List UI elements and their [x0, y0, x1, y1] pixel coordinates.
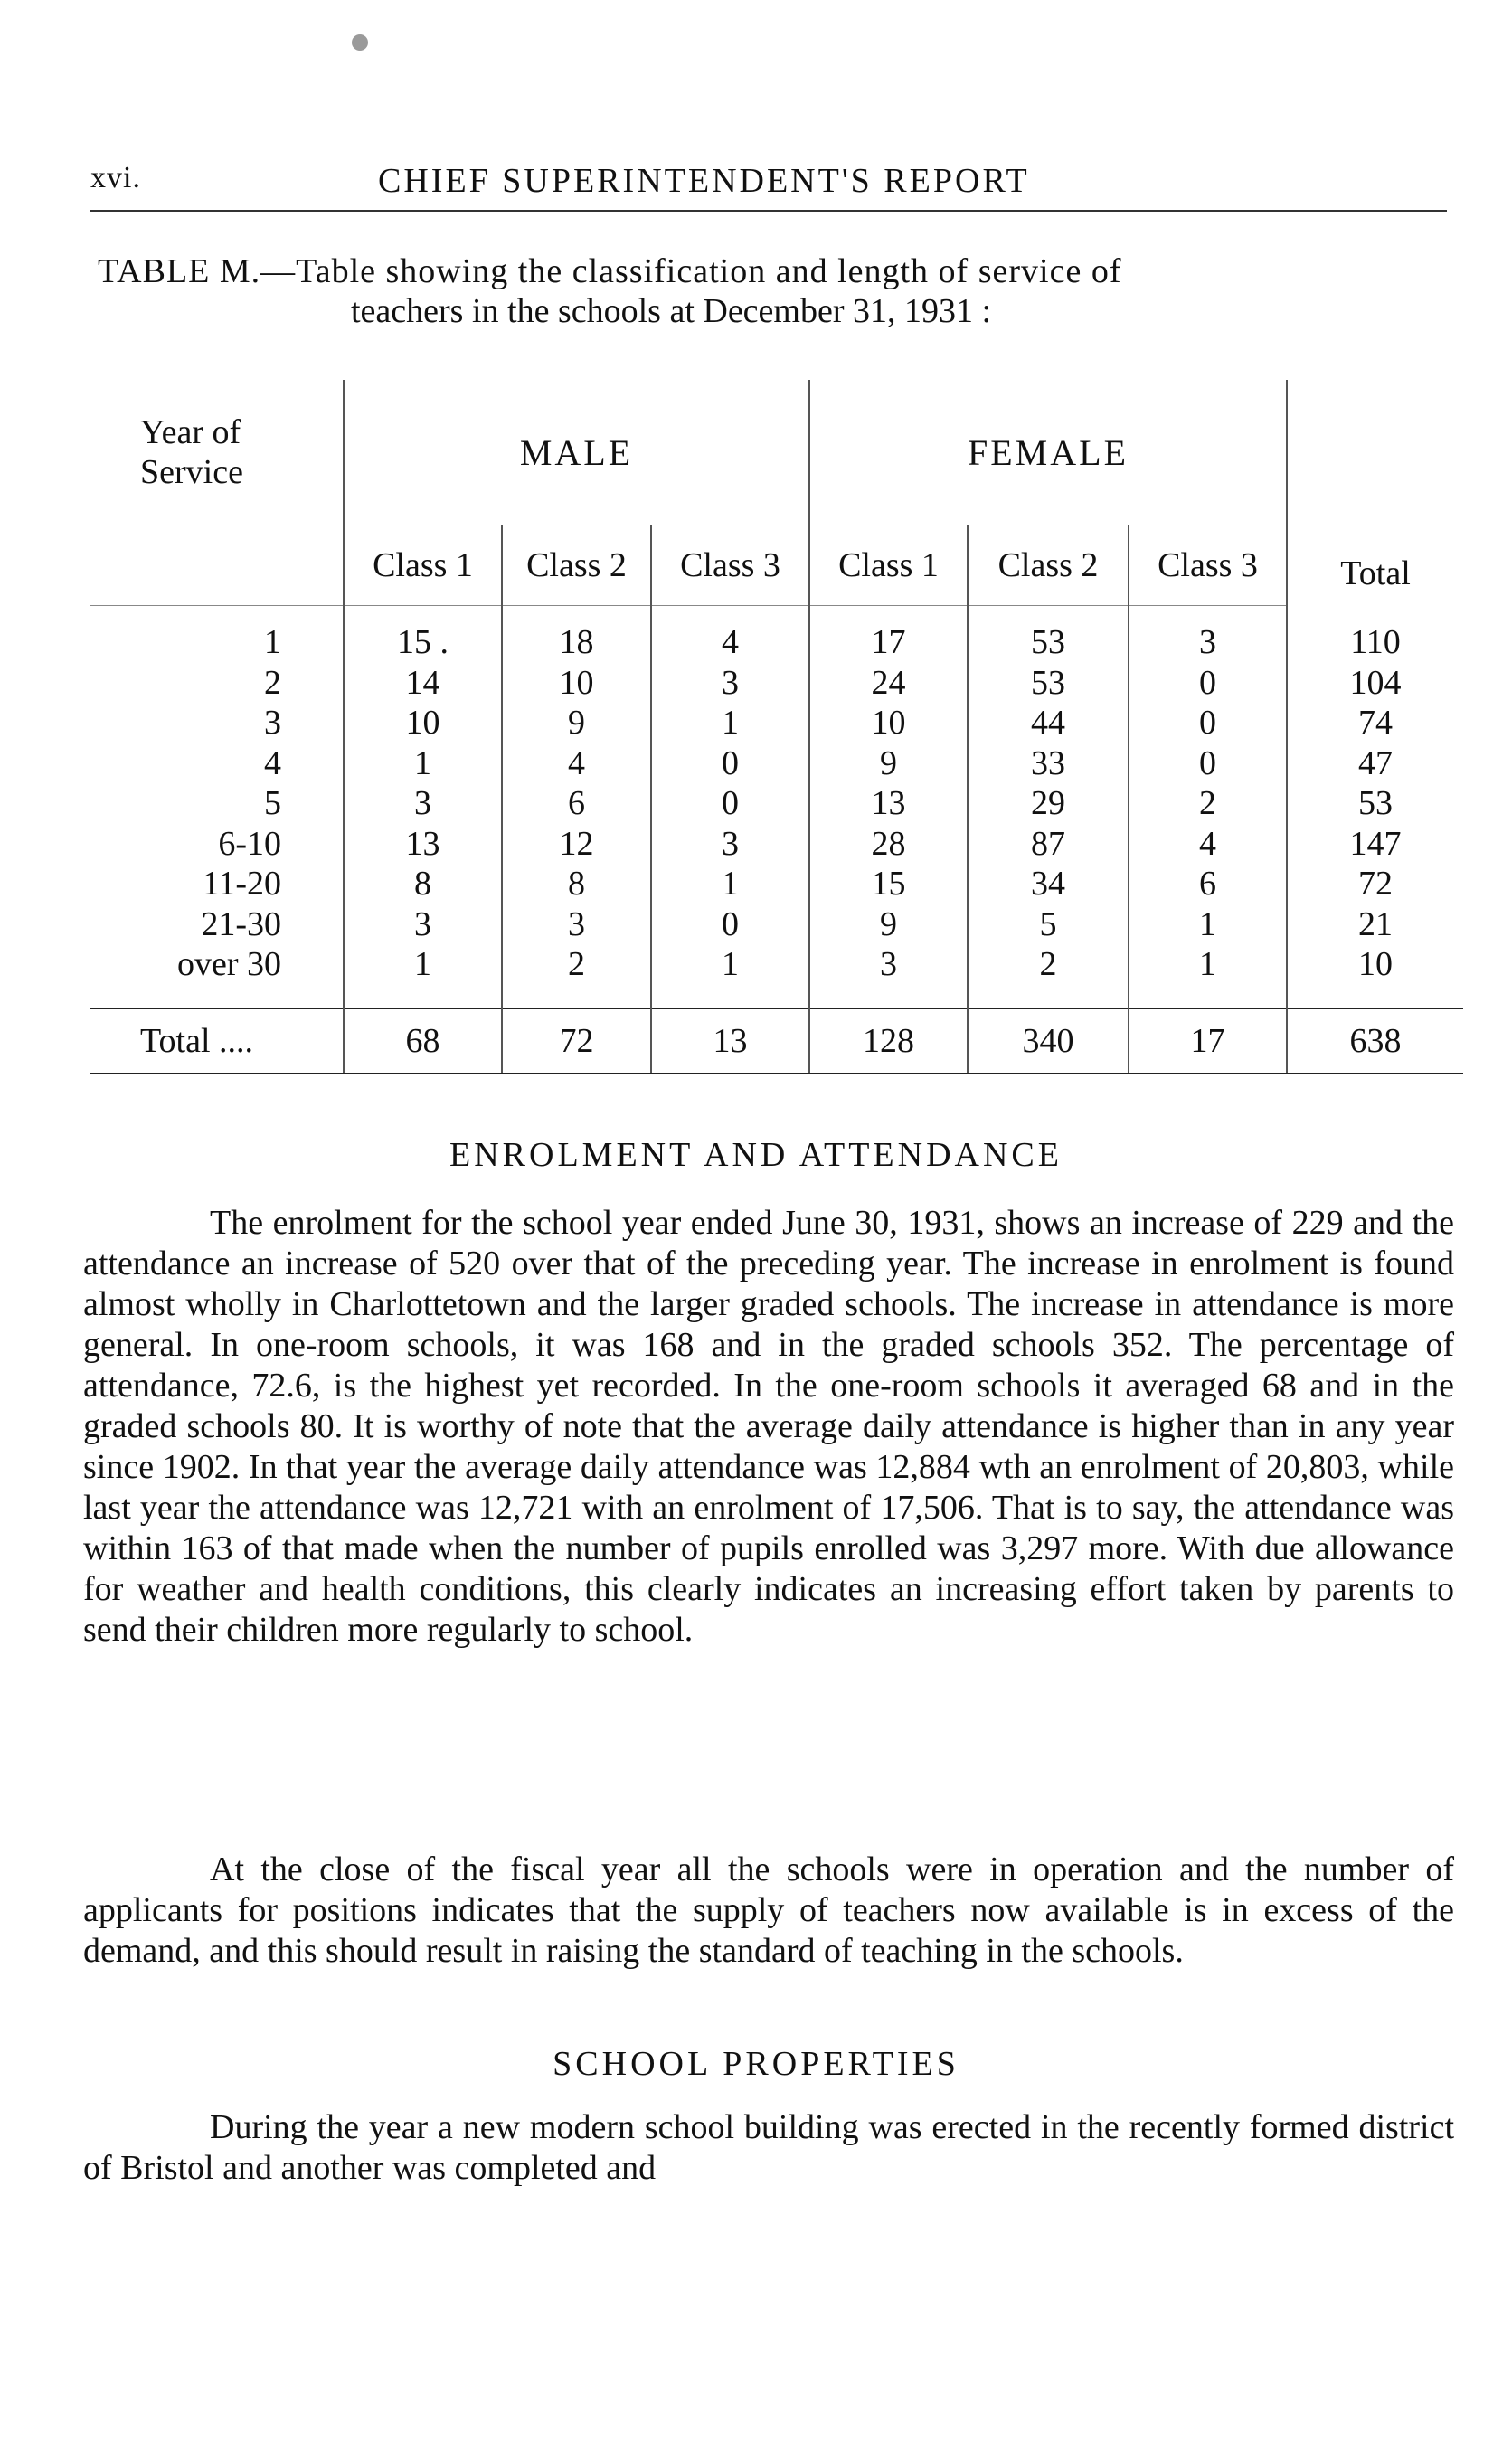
value-cell: 2 — [968, 944, 1129, 985]
total-value-cell: 13 — [651, 1008, 809, 1074]
value-cell: 34 — [968, 864, 1129, 904]
value-cell: 3 — [1129, 606, 1287, 663]
value-cell: 5 — [968, 904, 1129, 945]
total-header: Total — [1287, 380, 1463, 606]
table-header-row — [90, 380, 1463, 525]
running-title: CHIEF SUPERINTENDENT'S REPORT — [378, 162, 1030, 200]
value-cell: 9 — [502, 703, 651, 743]
table-row — [90, 663, 1463, 704]
total-cell: 53 — [1287, 783, 1463, 824]
value-cell: 8 — [502, 864, 651, 904]
value-cell: 3 — [344, 904, 502, 945]
value-cell: 0 — [651, 904, 809, 945]
enrolment-paragraph-2-text: At the close of the fiscal year all the schools were in operation and the number of applicants for positions indicates that the supply of teachers now available is in excess of the demand, and this should result in raising the standard of teaching in the schools. — [83, 1850, 1454, 1970]
table-row — [90, 703, 1463, 743]
table-row — [90, 864, 1463, 904]
value-cell: 0 — [651, 743, 809, 784]
year-header-line-2: Service — [140, 453, 243, 491]
value-cell: 3 — [651, 824, 809, 865]
value-cell: 2 — [502, 944, 651, 985]
value-cell: 0 — [651, 783, 809, 824]
value-cell: 6 — [1129, 864, 1287, 904]
total-value-cell: 128 — [809, 1008, 968, 1074]
value-cell: 4 — [1129, 824, 1287, 865]
class-header: Class 3 — [1129, 525, 1287, 606]
value-cell: 87 — [968, 824, 1129, 865]
class-header: Class 2 — [968, 525, 1129, 606]
year-cell: over 30 — [176, 945, 281, 984]
value-cell: 29 — [968, 783, 1129, 824]
total-value-cell: 17 — [1129, 1008, 1287, 1074]
properties-paragraph-1 — [83, 2107, 1454, 2189]
year-cell: 5 — [264, 784, 281, 823]
table-spacer-row — [90, 985, 1463, 1008]
total-cell: 10 — [1287, 944, 1463, 985]
properties-section-title: SCHOOL PROPERTIES — [553, 2045, 959, 2083]
enrolment-paragraph-2 — [83, 1850, 1454, 1972]
total-value-cell: 68 — [344, 1008, 502, 1074]
total-label: Total .... — [90, 1008, 344, 1074]
year-cell: 2 — [264, 663, 281, 702]
enrolment-paragraph-1 — [83, 1203, 1454, 1651]
caption-line-2: teachers in the schools at December 31, 1931 : — [351, 292, 992, 330]
year-cell: 4 — [264, 743, 281, 782]
table-total-row — [90, 1008, 1463, 1074]
value-cell: 44 — [968, 703, 1129, 743]
value-cell: 10 — [809, 703, 968, 743]
value-cell: 2 — [1129, 783, 1287, 824]
table-row — [90, 904, 1463, 945]
total-cell: 110 — [1287, 606, 1463, 663]
value-cell: 0 — [1129, 743, 1287, 784]
year-of-service-header — [90, 380, 344, 525]
value-cell: 4 — [502, 743, 651, 784]
page-number: xvi. — [90, 161, 141, 194]
year-cell: 1 — [264, 623, 281, 662]
value-cell: 3 — [344, 783, 502, 824]
value-cell: 1 — [651, 944, 809, 985]
value-cell: 1 — [1129, 944, 1287, 985]
total-cell: 72 — [1287, 864, 1463, 904]
value-cell: 53 — [968, 663, 1129, 704]
value-cell: 8 — [344, 864, 502, 904]
value-cell: 0 — [1129, 663, 1287, 704]
total-value-cell: 72 — [502, 1008, 651, 1074]
year-cell: 6-10 — [218, 824, 281, 863]
ink-dot — [352, 34, 368, 51]
class-header: Class 1 — [344, 525, 502, 606]
value-cell: 10 — [502, 663, 651, 704]
female-header: FEMALE — [809, 380, 1287, 525]
class-header: Class 1 — [809, 525, 968, 606]
value-cell: 0 — [1129, 703, 1287, 743]
table-row — [90, 824, 1463, 865]
value-cell: 10 — [344, 703, 502, 743]
value-cell: 13 — [344, 824, 502, 865]
male-header: MALE — [344, 380, 809, 525]
year-header-line-1: Year of — [140, 413, 241, 451]
year-header-spacer — [90, 525, 344, 606]
table-caption — [98, 251, 1463, 331]
header-rule — [90, 210, 1447, 212]
value-cell: 13 — [809, 783, 968, 824]
table-row — [90, 743, 1463, 784]
table-row — [90, 944, 1463, 985]
value-cell: 14 — [344, 663, 502, 704]
class-header-row — [90, 525, 1463, 606]
grand-total-cell: 638 — [1287, 1008, 1463, 1074]
value-cell: 6 — [502, 783, 651, 824]
enrolment-section-title: ENROLMENT AND ATTENDANCE — [449, 1136, 1063, 1174]
value-cell: 15 . — [344, 606, 502, 663]
enrolment-paragraph-1-text: The enrolment for the school year ended June 30, 1931, shows an increase of 229 and the attendance an increase of 520 over that of the preceding year. The increase in enrolment is found almost wholly in Charlottetown and the larger graded schools. The increase in attendance is more general. In one-room schools, it was 168 and in the graded schools 352. The percentage of attendance, 72.6, is the highest yet recorded. In the one-room schools it averaged 68 and in the graded schools 80. It is worthy of note that the average daily attendance is higher than in any year since 1902. In that year the average daily attendance was 12,884 wth an enrolment of 20,803, while last year the attendance was 12,721 with an enrolment of 17,506. That is to say, the attendance was within 163 of that made when the number of pupils enrolled was 3,297 more. With due allowance for weather and health conditions, this clearly indicates an increasing effort taken by parents to send their children more regularly to school. — [83, 1204, 1454, 1649]
year-cell: 11-20 — [202, 865, 281, 904]
value-cell: 28 — [809, 824, 968, 865]
value-cell: 33 — [968, 743, 1129, 784]
value-cell: 3 — [502, 904, 651, 945]
value-cell: 1 — [651, 864, 809, 904]
properties-paragraph-1-text: During the year a new modern school building was erected in the recently formed district of Bristol and another was completed and — [83, 2108, 1454, 2187]
value-cell: 1 — [651, 703, 809, 743]
class-header: Class 3 — [651, 525, 809, 606]
value-cell: 9 — [809, 743, 968, 784]
value-cell: 15 — [809, 864, 968, 904]
class-header: Class 2 — [502, 525, 651, 606]
value-cell: 1 — [344, 743, 502, 784]
total-cell: 147 — [1287, 824, 1463, 865]
total-cell: 47 — [1287, 743, 1463, 784]
page-header — [90, 161, 1447, 206]
table-row — [90, 606, 1463, 663]
service-table — [90, 380, 1463, 1074]
value-cell: 4 — [651, 606, 809, 663]
value-cell: 18 — [502, 606, 651, 663]
value-cell: 9 — [809, 904, 968, 945]
value-cell: 17 — [809, 606, 968, 663]
year-cell: 21-30 — [201, 904, 281, 943]
total-cell: 74 — [1287, 703, 1463, 743]
table-row — [90, 783, 1463, 824]
year-cell: 3 — [264, 704, 281, 743]
total-value-cell: 340 — [968, 1008, 1129, 1074]
total-cell: 21 — [1287, 904, 1463, 945]
value-cell: 12 — [502, 824, 651, 865]
value-cell: 24 — [809, 663, 968, 704]
value-cell: 3 — [809, 944, 968, 985]
value-cell: 3 — [651, 663, 809, 704]
caption-line-1: TABLE M.—Table showing the classification and length of service of — [98, 252, 1122, 290]
total-cell: 104 — [1287, 663, 1463, 704]
value-cell: 1 — [1129, 904, 1287, 945]
value-cell: 53 — [968, 606, 1129, 663]
value-cell: 1 — [344, 944, 502, 985]
